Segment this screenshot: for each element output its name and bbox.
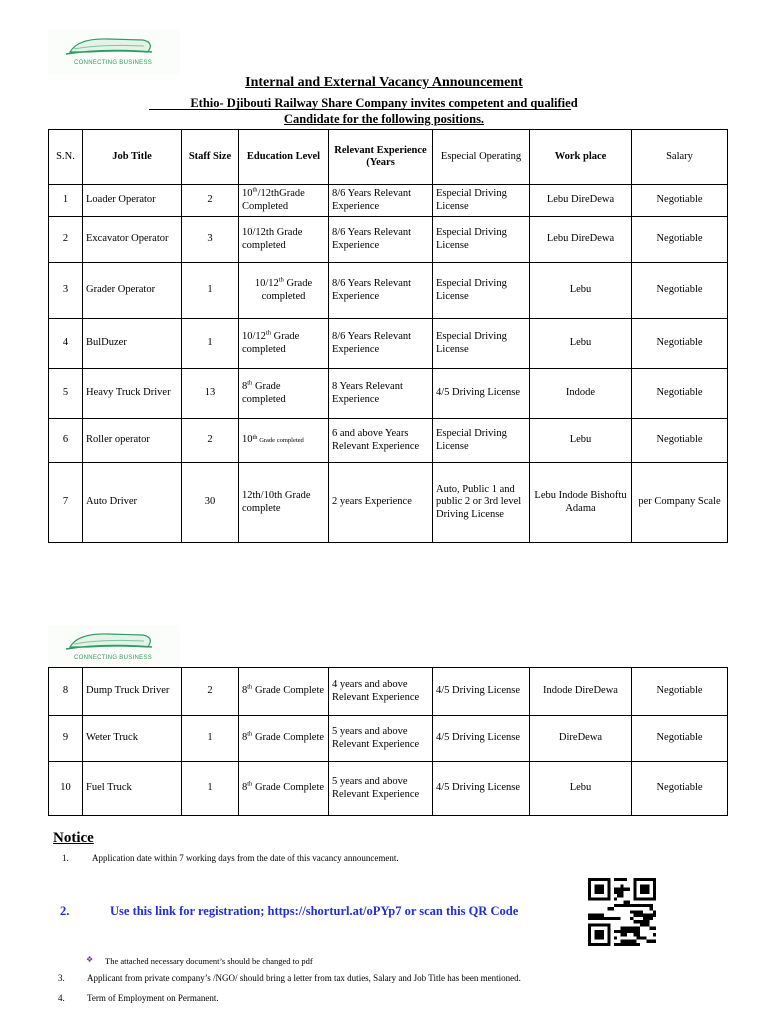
cell-job: Grader Operator [83, 263, 182, 319]
cell-exp: 6 and above Years Relevant Experience [329, 419, 433, 463]
header-education: Education Level [239, 130, 329, 185]
table-row [49, 463, 728, 543]
table-row [49, 668, 728, 716]
table-row [49, 369, 728, 419]
qr-code[interactable] [588, 878, 656, 946]
cell-staff: 2 [182, 668, 239, 716]
cell-job: Roller operator [83, 419, 182, 463]
cell-sn: 10 [49, 762, 83, 816]
subtitle-underline [149, 109, 571, 110]
cell-license: 4/5 Driving License [433, 762, 530, 816]
cell-salary: Negotiable [632, 716, 728, 762]
cell-sn: 2 [49, 217, 83, 263]
cell-sn: 4 [49, 319, 83, 369]
cell-job: Dump Truck Driver [83, 668, 182, 716]
cell-edu: 10th Grade completed [239, 419, 329, 463]
cell-staff: 2 [182, 419, 239, 463]
header-license: Especial Operating [433, 130, 530, 185]
cell-staff: 3 [182, 217, 239, 263]
cell-exp: 4 years and above Relevant Experience [329, 668, 433, 716]
cell-staff: 1 [182, 319, 239, 369]
header-work-place: Work place [530, 130, 632, 185]
cell-exp: 8/6 Years Relevant Experience [329, 185, 433, 217]
cell-salary: Negotiable [632, 369, 728, 419]
table-row [49, 319, 728, 369]
cell-job: Auto Driver [83, 463, 182, 543]
cell-staff: 2 [182, 185, 239, 217]
cell-exp: 8/6 Years Relevant Experience [329, 217, 433, 263]
cell-place: Lebu [530, 419, 632, 463]
subtitle-line-2: Candidate for the following positions. [283, 112, 485, 126]
cell-exp: 8 Years Relevant Experience [329, 369, 433, 419]
cell-sn: 3 [49, 263, 83, 319]
cell-license: Auto, Public 1 and public 2 or 3rd level Driving License [433, 463, 530, 543]
bullet-diamond-icon: ❖ [86, 955, 94, 964]
cell-staff: 30 [182, 463, 239, 543]
cell-sn: 5 [49, 369, 83, 419]
notice-item-4-number: 4. [58, 993, 65, 1003]
cell-license: Especial Driving License [433, 319, 530, 369]
cell-place: Lebu DireDewa [530, 217, 632, 263]
cell-edu: 10/12th Grade completed [239, 217, 329, 263]
cell-place: Lebu [530, 762, 632, 816]
cell-salary: per Company Scale [632, 463, 728, 543]
cell-salary: Negotiable [632, 263, 728, 319]
table-row [49, 263, 728, 319]
cell-sn: 7 [49, 463, 83, 543]
cell-edu: 10/12th Grade completed [239, 263, 329, 319]
cell-salary: Negotiable [632, 762, 728, 816]
logo-caption: CONNECTING BUSINESS [74, 60, 153, 66]
cell-license: Especial Driving License [433, 419, 530, 463]
vacancy-table [48, 129, 728, 543]
table-row [49, 716, 728, 762]
notice-item-3: Applicant from private company’s /NGO/ should bring a letter from tax duties, Salary and Job Title has been mentioned. [87, 973, 521, 983]
cell-edu: 8th Grade Complete [239, 668, 329, 716]
vacancy-table-continued [48, 667, 728, 816]
cell-job: Heavy Truck Driver [83, 369, 182, 419]
cell-edu: 8th Grade completed [239, 369, 329, 419]
cell-job: Weter Truck [83, 716, 182, 762]
cell-place: Lebu DireDewa [530, 185, 632, 217]
subtitle-line-1: Ethio- Djibouti Railway Share Company invites competent and qualified [190, 96, 578, 110]
company-logo-2 [48, 625, 180, 669]
table-row [49, 419, 728, 463]
cell-job: Excavator Operator [83, 217, 182, 263]
table-header-row [49, 130, 728, 185]
cell-job: BulDuzer [83, 319, 182, 369]
notice-heading: Notice [53, 830, 94, 846]
cell-salary: Negotiable [632, 419, 728, 463]
notice-item-1: Application date within 7 working days from the date of this vacancy announcement. [92, 853, 399, 863]
cell-sn: 1 [49, 185, 83, 217]
registration-link[interactable]: Use this link for registration; https://shorturl.at/oPYp7 or scan this QR Code [110, 904, 519, 918]
cell-salary: Negotiable [632, 668, 728, 716]
cell-staff: 13 [182, 369, 239, 419]
notice-item-3-number: 3. [58, 973, 65, 983]
cell-job: Fuel Truck [83, 762, 182, 816]
cell-salary: Negotiable [632, 217, 728, 263]
cell-exp: 8/6 Years Relevant Experience [329, 319, 433, 369]
table-row [49, 762, 728, 816]
cell-edu: 8th Grade Complete [239, 716, 329, 762]
cell-exp: 2 years Experience [329, 463, 433, 543]
cell-edu: 12th/10th Grade complete [239, 463, 329, 543]
page-title: Internal and External Vacancy Announcement [245, 75, 523, 90]
cell-license: 4/5 Driving License [433, 668, 530, 716]
cell-sn: 9 [49, 716, 83, 762]
table-row [49, 185, 728, 217]
cell-place: DireDewa [530, 716, 632, 762]
header-sn: S.N. [49, 130, 83, 185]
cell-exp: 8/6 Years Relevant Experience [329, 263, 433, 319]
cell-license: Especial Driving License [433, 263, 530, 319]
cell-license: Especial Driving License [433, 217, 530, 263]
cell-place: Indode DireDewa [530, 668, 632, 716]
cell-salary: Negotiable [632, 185, 728, 217]
cell-edu: 8th Grade Complete [239, 762, 329, 816]
cell-license: 4/5 Driving License [433, 369, 530, 419]
cell-exp: 5 years and above Relevant Experience [329, 716, 433, 762]
notice-bullet: The attached necessary document’s should be changed to pdf [105, 956, 313, 966]
header-salary: Salary [632, 130, 728, 185]
logo-caption: CONNECTING BUSINESS [74, 655, 153, 661]
cell-license: 4/5 Driving License [433, 716, 530, 762]
table-row [49, 217, 728, 263]
cell-sn: 8 [49, 668, 83, 716]
cell-place: Lebu Indode Bishoftu Adama [530, 463, 632, 543]
cell-place: Lebu [530, 319, 632, 369]
notice-item-2-number: 2. [60, 904, 70, 918]
header-experience: Relevant Experience (Years [329, 130, 433, 185]
cell-place: Indode [530, 369, 632, 419]
cell-place: Lebu [530, 263, 632, 319]
notice-item-4: Term of Employment on Permanent. [87, 993, 219, 1003]
notice-item-1-number: 1. [62, 853, 69, 863]
cell-exp: 5 years and above Relevant Experience [329, 762, 433, 816]
cell-edu: 10th/12thGrade Completed [239, 185, 329, 217]
cell-sn: 6 [49, 419, 83, 463]
cell-license: Especial Driving License [433, 185, 530, 217]
cell-job: Loader Operator [83, 185, 182, 217]
cell-staff: 1 [182, 762, 239, 816]
header-staff-size: Staff Size [182, 130, 239, 185]
header-job-title: Job Title [83, 130, 182, 185]
cell-edu: 10/12th Grade completed [239, 319, 329, 369]
cell-staff: 1 [182, 716, 239, 762]
cell-salary: Negotiable [632, 319, 728, 369]
cell-staff: 1 [182, 263, 239, 319]
company-logo [48, 30, 180, 74]
